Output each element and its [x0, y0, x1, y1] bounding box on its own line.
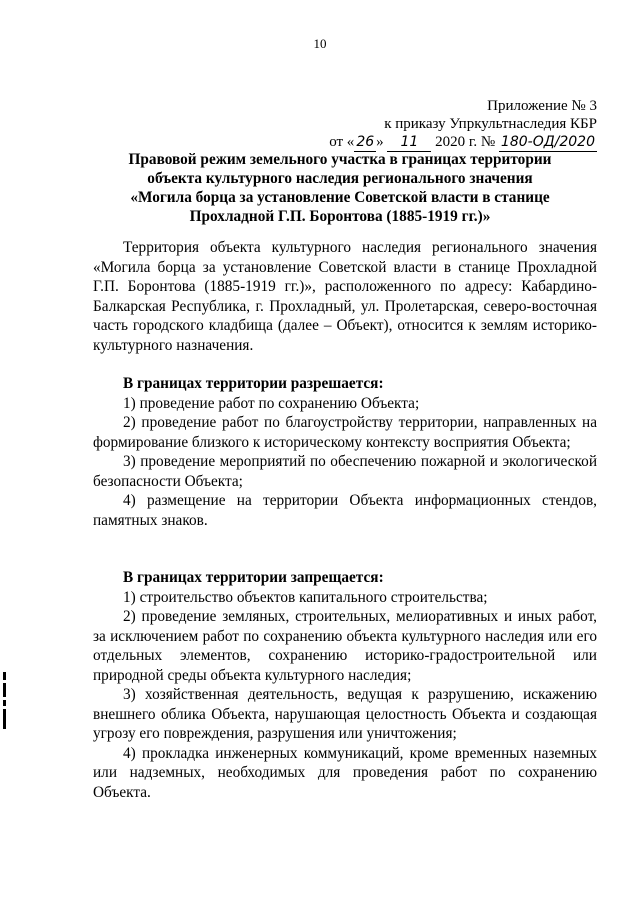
allowed-item-4: 4) размещение на территории Объекта информационных стендов, памятных знаков.	[93, 492, 597, 529]
allowed-item-3: 3) проведение мероприятий по обеспечению пожарной и экологической безопасности Объекта;	[93, 453, 597, 490]
date-year: 2020 г. №	[435, 134, 496, 150]
forbidden-heading: В границах территории запрещается:	[123, 569, 384, 586]
forbidden-item-4: 4) прокладка инженерных коммуникаций, кроме временных наземных или надземных, необходимых для проведения работ по сохранению Объекта.	[93, 744, 597, 801]
allowed-item-1: 1) проведение работ по сохранению Объекта;	[123, 394, 420, 412]
appendix-block	[297, 97, 597, 152]
date-day: 26	[356, 134, 375, 150]
intro-paragraph: Территория объекта культурного наследия регионального значения «Могила борца за установление Советской власти в станице Прохладной Г.П. Боронтова (1885-1919 гг.)», расположенного по адресу: Кабардино-Балкарская Республика, г. Прохладный, ул. Пролетарская, северо-восточная часть городского кладбища (далее – Объект), относится к землям историко-культурного назначения.	[93, 239, 597, 354]
allowed-heading: В границах территории разрешается:	[123, 375, 384, 392]
forbidden-item-2: 2) проведение земляных, строительных, мелиоративных и иных работ, за исключением работ по сохранению объекта культурного наследия или его отдельных элементов, сохранению историко-градостроительной или природной среды объекта культурного наследия;	[93, 608, 597, 684]
date-mid: »	[376, 134, 384, 150]
order-number: 180-ОД/2020	[500, 134, 595, 150]
binding-mark	[3, 672, 7, 732]
forbidden-item-3: 3) хозяйственная деятельность, ведущая к разрушению, искажению внешнего облика Объекта, нарушающая целостность Объекта и создающая угрозу его повреждения, разрушения или уничтожения;	[93, 686, 597, 742]
appendix-order-ref: к приказу Упркультнаследия КБР	[384, 116, 597, 132]
document-body	[93, 238, 597, 802]
appendix-title: Приложение № 3	[487, 98, 597, 114]
title-line-4: Прохладной Г.П. Боронтова (1885-1919 гг.)»	[189, 208, 491, 225]
forbidden-item-1: 1) строительство объектов капитального строительства;	[123, 588, 488, 606]
document-title	[100, 150, 580, 226]
title-line-1: Правовой режим земельного участка в границах территории	[128, 151, 552, 168]
title-line-3: «Могила борца за установление Советской власти в станице	[130, 189, 550, 206]
date-month: 11	[387, 133, 431, 152]
title-line-2: объекта культурного наследия регионального значения	[147, 170, 533, 187]
allowed-item-2: 2) проведение работ по благоустройству территории, направленных на формирование близкого к историческому контексту восприятия Объекта;	[93, 414, 597, 451]
page-number: 10	[313, 36, 327, 51]
date-prefix: от «	[329, 134, 355, 150]
